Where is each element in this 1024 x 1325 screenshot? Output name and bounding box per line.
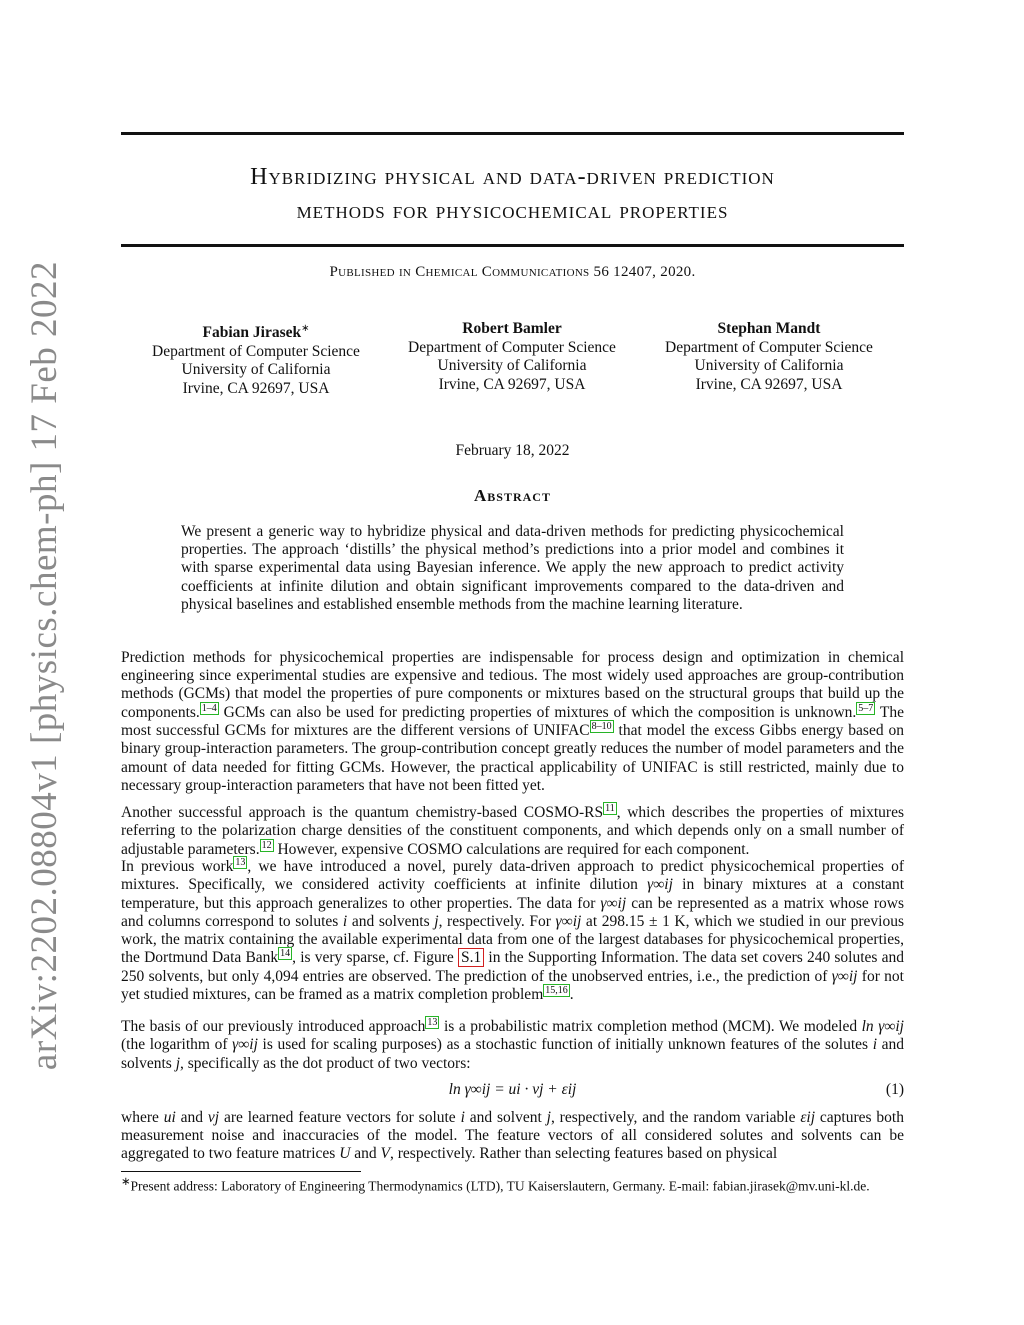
math-gamma: γ∞ij <box>831 967 858 985</box>
author-university: University of California <box>437 357 587 374</box>
paragraph-2: Another successful approach is the quantum chemistry-based COSMO-RS $^{11}$ , which describes the properties of mixtures referring to the polarization charge densities of the constituent components, and which depends only on a small number of adjustable parameters. $^{12}$ However, expensive COSMO calculations are required for each component. <box>121 803 904 858</box>
title-bottom-rule <box>121 244 904 247</box>
abstract-heading: Abstract <box>474 486 551 505</box>
citation-link[interactable]: 13 <box>427 1017 438 1028</box>
math-gamma: γ∞ij <box>600 894 627 912</box>
footnote <box>121 1174 904 1195</box>
author-block-1 <box>131 320 381 398</box>
publication-note: Published in Chemical Communications 56 12407, 2020. <box>329 264 696 280</box>
author-address: Irvine, CA 92697, USA <box>695 375 843 393</box>
citation-link[interactable]: 11 <box>605 803 615 814</box>
math-ln-gamma: ln γ∞ij <box>861 1018 904 1036</box>
author-name: Fabian Jirasek∗ <box>202 323 310 342</box>
citation-link[interactable]: 14 <box>280 948 291 960</box>
author-department: Department of Computer Science <box>152 342 360 360</box>
paper-title <box>121 160 904 228</box>
citation-link[interactable]: 13 <box>235 857 246 868</box>
author-university: University of California <box>181 361 331 379</box>
math-gamma: γ∞ij <box>555 912 582 930</box>
footnote-marker: ∗ <box>121 1176 131 1188</box>
math-gamma: γ∞ij <box>232 1036 258 1054</box>
author-block-2 <box>387 320 637 394</box>
paragraph-4: The basis of our previously introduced approach $^{13}$ is a probabilistic matrix completion method (MCM). We modeled ln γ∞ij (the logarithm of γ∞ij is used for scaling purposes) as a stochastic function of initially unknown features of the solutes i and solvents j, specifically as the dot product of two vectors: <box>121 1017 904 1072</box>
citation-link[interactable]: 8–10 <box>591 720 612 732</box>
title-line-2: methods for physicochemical properties <box>296 198 729 224</box>
author-block-3 <box>644 320 894 394</box>
author-address: Irvine, CA 92697, USA <box>438 375 586 393</box>
title-top-rule <box>121 132 904 135</box>
arxiv-side-identifier <box>15 260 75 1070</box>
citation-link[interactable]: 12 <box>261 839 272 851</box>
equation-expression: ln γ∞ij = ui · vj + εij <box>448 1081 577 1098</box>
author-department: Department of Computer Science <box>665 338 873 356</box>
paragraph-1: Prediction methods for physicochemical properties are indispensable for process design and optimization in chemical engineering since experimental studies are expensive and tedious. The most widely used approaches are group-contribution methods (GCMs) that model the properties of pure components or mixtures based on the structural groups that build up the components. $^{1-4}$ GCMs can also be used for predicting properties of mixtures of which the composition is unknown. $^{5-7}$ The most successful GCMs for mixtures are the different versions of UNIFAC $^{8-10}$ that model the excess Gibbs energy based on binary group-interaction parameters. The group-contribution concept greatly reduces the number of model parameters and the amount of data needed for fitting GCMs. However, the practical applicability of UNIFAC is still restricted, mainly due to necessary group-interaction parameters that have not been fitted yet. <box>121 649 904 794</box>
equation-number: (1) <box>885 1081 904 1098</box>
citation-link[interactable]: 15,16 <box>545 984 568 996</box>
paragraph-5: where ui and vj are learned feature vectors for solute i and solvent j, respectively, and the random variable εij captures both measurement noise and inaccuracies of the model. The feature vectors of all considered solutes and solvents can be aggregated to two feature matrices U and V, respectively. Rather than selecting features based on physical <box>121 1109 904 1163</box>
figure-reference-link[interactable]: S.1 <box>458 948 484 967</box>
footnote-text: Present address: Laboratory of Engineering Thermodynamics (LTD), TU Kaiserslautern, Germany. E-mail: fabian.jirasek@mv.uni-kl.de. <box>130 1178 870 1194</box>
footnote-rule <box>121 1171 361 1172</box>
title-line-1: Hybridizing physical and data-driven prediction <box>250 164 775 190</box>
arxiv-id-text: arXiv:2202.08804v1 [physics.chem-ph] 17 Feb 2022 <box>24 260 66 1070</box>
paper-date: February 18, 2022 <box>455 442 570 459</box>
citation-link[interactable]: 1–4 <box>201 702 217 714</box>
equation-1 <box>121 1081 904 1101</box>
citation-link[interactable]: 5–7 <box>858 702 874 714</box>
abstract-text: We present a generic way to hybridize physical and data-driven methods for predicting physicochemical properties. The approach ‘distills’ the physical method’s predictions into a prior model and combines it with sparse experimental data using Bayesian inference. We apply the new approach to predict activity coefficients at infinite dilution and obtain significant improvements compared to the data-driven and physical baselines and established ensemble methods from the machine learning literature. <box>181 523 844 613</box>
author-department: Department of Computer Science <box>408 338 616 356</box>
author-name: Stephan Mandt <box>717 320 821 337</box>
math-gamma: γ∞ij <box>647 876 673 894</box>
paragraph-3: In previous work $^{13}$ , we have introduced a novel, purely data-driven approach to predict physicochemical properties of mixtures. Specifically, we considered activity coefficients at infinite dilution γ∞ij in binary mixtures at a constant temperature, but this approach generalizes to other properties. The data for γ∞ij can be represented as a matrix whose rows and columns correspond to solutes i and solvents j, respectively. For γ∞ij at 298.15 ± 1 K, which we studied in our previous work, the matrix containing the available experimental data from one of the largest databases for physicochemical properties, the Dortmund Data Bank $^{14}$ , is very sparse, cf. Figure S.1 in the Supporting Information. The data set covers 240 solutes and 250 solvents, but only 4,094 entries are observed. The prediction of the unobserved entries, i.e., the prediction of γ∞ij for not yet studied mixtures, can be framed as a matrix completion problem $^{15,16}$ . <box>121 857 904 1003</box>
author-university: University of California <box>694 357 844 374</box>
author-name: Robert Bamler <box>462 320 562 337</box>
author-address: Irvine, CA 92697, USA <box>182 379 330 397</box>
